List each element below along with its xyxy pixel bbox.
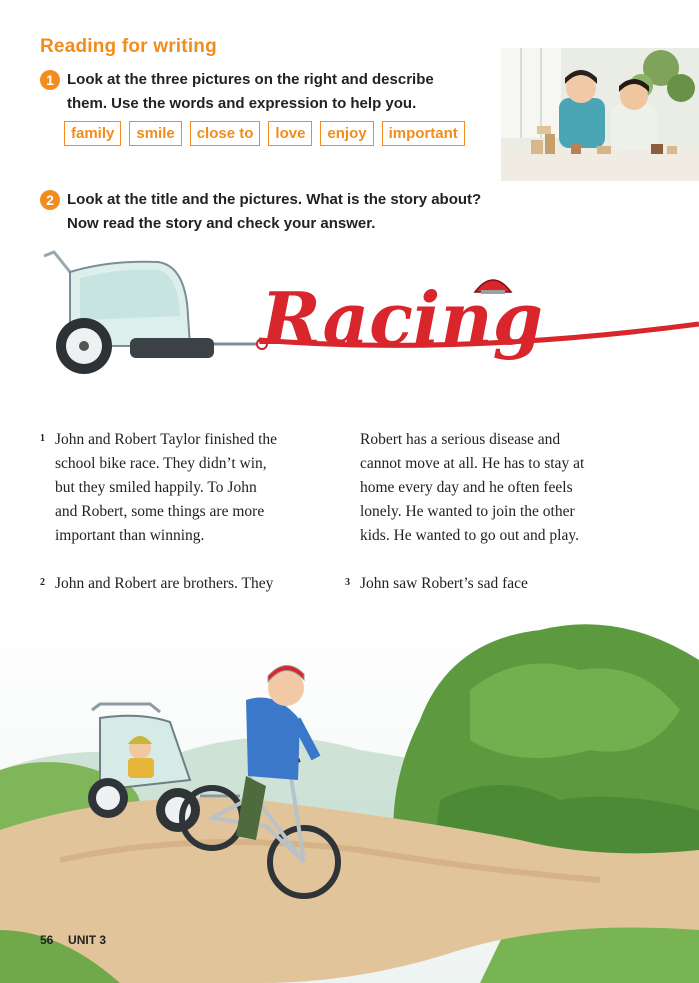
question-1-number: 1 bbox=[40, 70, 60, 90]
bike-trailer-illustration bbox=[40, 246, 270, 382]
story-title-text: Racing bbox=[261, 276, 544, 361]
question-1-line-1: Look at the three pictures on the right and describe bbox=[67, 71, 434, 88]
paragraph-line: Robert has a serious disease and bbox=[360, 431, 561, 448]
paragraph-line: cannot move at all. He has to stay at bbox=[360, 455, 585, 472]
question-1-line-2: them. Use the words and expression to help you. bbox=[67, 95, 417, 112]
boys-playing-blocks-photo bbox=[501, 48, 699, 181]
paragraph-line: and Robert, some things are more bbox=[55, 503, 265, 520]
question-2-line-2: Now read the story and check your answer. bbox=[67, 215, 376, 232]
brothers-riding-scene bbox=[0, 600, 699, 983]
paragraph-2-number: 2 bbox=[40, 577, 45, 588]
paragraph-line: kids. He wanted to go out and play. bbox=[360, 527, 579, 544]
paragraph-line: but they smiled happily. To John bbox=[55, 479, 257, 496]
page-footer bbox=[40, 933, 106, 947]
paragraph-line: John and Robert Taylor finished the bbox=[55, 431, 278, 448]
word-chips bbox=[64, 121, 465, 146]
unit-label: UNIT 3 bbox=[68, 933, 107, 947]
word-chip: love bbox=[268, 121, 312, 146]
paragraph-line: John and Robert are brothers. They bbox=[55, 575, 274, 592]
word-chip: family bbox=[64, 121, 121, 146]
word-chip: important bbox=[382, 121, 465, 146]
paragraph-line: school bike race. They didn’t win, bbox=[55, 455, 267, 472]
paragraph-line: John saw Robert’s sad face bbox=[360, 575, 528, 592]
paragraph-1 bbox=[55, 428, 345, 548]
question-2-number: 2 bbox=[40, 190, 60, 210]
question-2-line-1: Look at the title and the pictures. What is the story about? bbox=[67, 191, 482, 208]
word-chip: close to bbox=[190, 121, 261, 146]
section-heading: Reading for writing bbox=[40, 36, 217, 57]
paragraph-line: lonely. He wanted to join the other bbox=[360, 503, 575, 520]
paragraph-3-number: 3 bbox=[345, 577, 350, 588]
paragraph-line: important than winning. bbox=[55, 527, 205, 544]
paragraph-2-continued bbox=[360, 428, 660, 548]
word-chip: smile bbox=[129, 121, 181, 146]
paragraph-line: home every day and he often feels bbox=[360, 479, 573, 496]
page-number: 56 bbox=[40, 933, 54, 947]
paragraph-1-number: 1 bbox=[40, 433, 45, 444]
word-chip: enjoy bbox=[320, 121, 373, 146]
story-title bbox=[255, 266, 699, 376]
